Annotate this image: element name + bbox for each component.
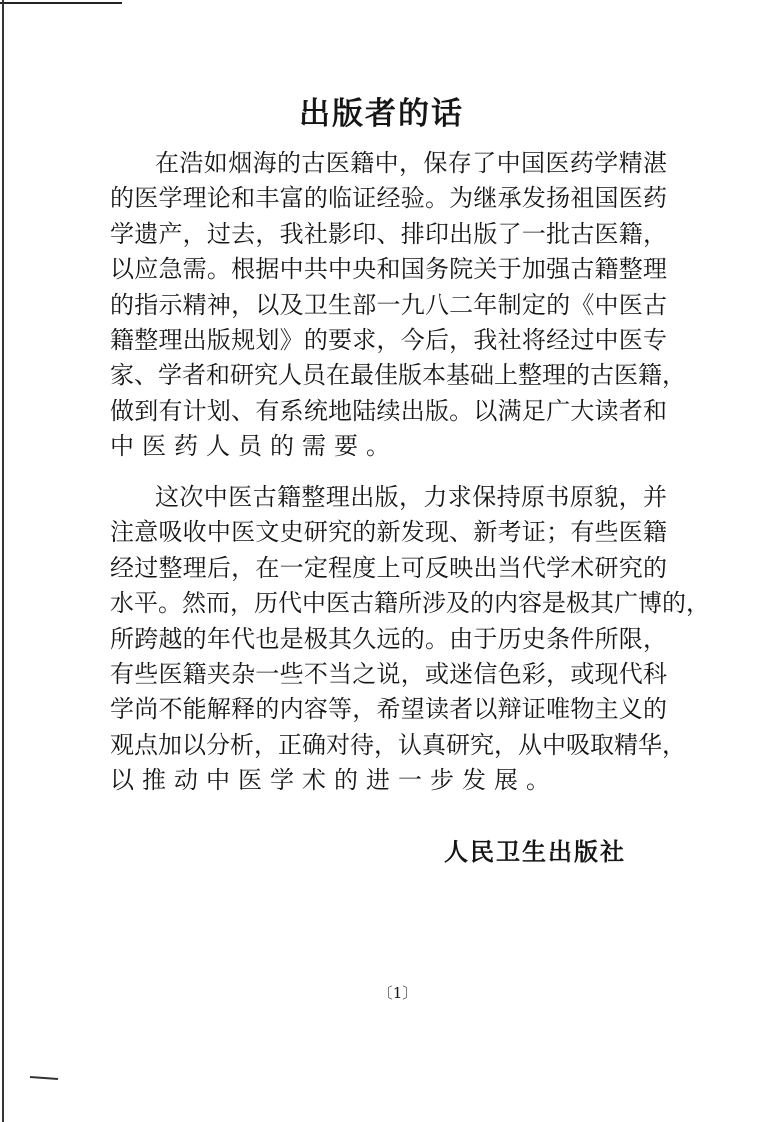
scan-border-top <box>0 2 122 4</box>
text-line: 籍整理出版规划》的要求，今后，我社将经过中医专 <box>110 325 667 354</box>
text-line: 以应急需。根据中共中央和国务院关于加强古籍整理 <box>110 255 667 284</box>
text-line: 的医学理论和丰富的临证经验。为继承发扬祖国医药 <box>110 184 667 213</box>
publisher-signature: 人民卫生出版社 <box>444 838 626 866</box>
text-line: 以推动中医学术的进一步发展。 <box>110 766 558 795</box>
paragraph-1 <box>110 146 686 465</box>
text-line: 注意吸收中医文史研究的新发现、新考证；有些医籍 <box>110 518 667 547</box>
text-line: 水平。然而，历代中医古籍所涉及的内容是极其广博的， <box>110 589 710 618</box>
scan-border-left <box>2 0 4 1122</box>
text-line: 学遗产，过去，我社影印、排印出版了一批古医籍， <box>110 219 667 248</box>
text-line: 做到有计划、有系统地陆续出版。以满足广大读者和 <box>110 396 667 425</box>
text-line: 的指示精神，以及卫生部一九八二年制定的《中医古 <box>110 290 667 319</box>
text-line: 中医药人员的需要。 <box>110 432 398 461</box>
page-number: 〔1〕 <box>377 984 418 1002</box>
text-line: 这次中医古籍整理出版，力求保持原书原貌，并 <box>155 483 667 511</box>
text-line: 经过整理后，在一定程度上可反映出当代学术研究的 <box>110 553 667 582</box>
text-line: 家、学者和研究人员在最佳版本基础上整理的古医籍， <box>110 361 686 390</box>
text-line: 所跨越的年代也是极其久远的。由于历史条件所限， <box>110 624 667 653</box>
text-line: 观点加以分析，正确对待，认真研究，从中吸取精华， <box>110 730 686 759</box>
scan-mark <box>30 1076 58 1080</box>
page-title: 出版者的话 <box>299 96 464 132</box>
text-line: 学尚不能解释的内容等，希望读者以辩证唯物主义的 <box>110 695 667 724</box>
text-line: 在浩如烟海的古医籍中，保存了中国医药学精湛 <box>155 149 667 177</box>
paragraph-2 <box>110 480 710 799</box>
text-line: 有些医籍夹杂一些不当之说，或迷信色彩，或现代科 <box>110 659 667 688</box>
